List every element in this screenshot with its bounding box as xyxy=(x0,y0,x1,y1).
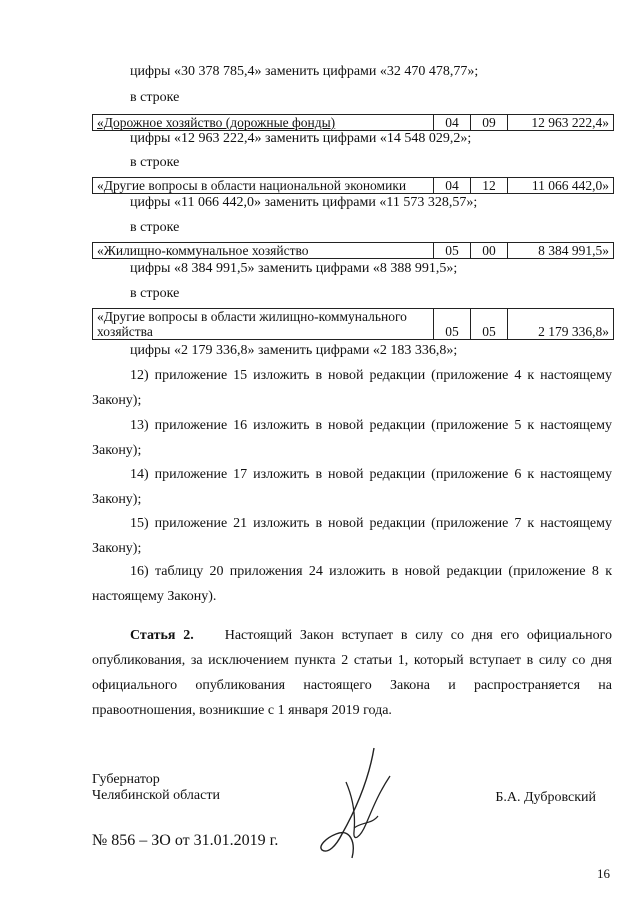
signatory-title-line: Губернатор xyxy=(92,772,160,787)
article-text: Настоящий Закон вступает в силу со дня его официального опубликования, за исключением пункта 2 статьи 1, который вступает в силу со дня официального опубликования настоящего Закона и распространяется на правоотношения, возникшие с 1 января 2019 года. xyxy=(92,628,612,718)
law-number: № 856 – ЗО от 31.01.2019 г. xyxy=(92,832,279,849)
table-row xyxy=(93,243,614,259)
budget-row-table xyxy=(92,114,614,131)
list-item: 14) приложение 17 изложить в новой редакции (приложение 6 к настоящему Закону); xyxy=(92,467,612,507)
article-paragraph xyxy=(92,623,612,723)
row-name: «Жилищно-коммунальное хозяйство xyxy=(93,243,434,259)
row-name: «Дорожное хозяйство (дорожные фонды) xyxy=(93,115,434,131)
budget-row-table xyxy=(92,242,614,259)
replacement-line: цифры «8 384 991,5» заменить цифрами «8 388 991,5»; xyxy=(130,261,458,276)
list-item: 15) приложение 21 изложить в новой редакции (приложение 7 к настоящему Закону); xyxy=(92,516,612,556)
page-number: 16 xyxy=(597,866,610,881)
row-amount: 12 963 222,4» xyxy=(508,115,614,131)
list-item: 16) таблицу 20 приложения 24 изложить в новой редакции (приложение 8 к настоящему Закону). xyxy=(92,564,612,604)
row-section: 05 xyxy=(434,309,471,340)
budget-row-table xyxy=(92,177,614,194)
table-row xyxy=(93,309,614,340)
row-amount: 2 179 336,8» xyxy=(508,309,614,340)
table-row xyxy=(93,115,614,131)
row-amount: 8 384 991,5» xyxy=(508,243,614,259)
table-row xyxy=(93,178,614,194)
article-label: Статья 2. xyxy=(130,628,194,643)
replacement-line: цифры «12 963 222,4» заменить цифрами «14 548 029,2»; xyxy=(130,131,472,146)
row-intro: в строке xyxy=(130,90,180,105)
list-item: 13) приложение 16 изложить в новой редакции (приложение 5 к настоящему Закону); xyxy=(92,418,612,458)
row-name-line: «Другие вопросы в области жилищно-коммунального xyxy=(97,309,407,324)
row-intro: в строке xyxy=(130,286,180,301)
row-subsection: 12 xyxy=(471,178,508,194)
row-amount: 11 066 442,0» xyxy=(508,178,614,194)
replacement-line: цифры «2 179 336,8» заменить цифрами «2 183 336,8»; xyxy=(130,343,458,358)
row-section: 04 xyxy=(434,178,471,194)
row-section: 04 xyxy=(434,115,471,131)
row-intro: в строке xyxy=(130,220,180,235)
row-name xyxy=(93,309,434,340)
signatory-name: Б.А. Дубровский xyxy=(495,790,596,805)
replacement-line: цифры «11 066 442,0» заменить цифрами «11 573 328,57»; xyxy=(130,195,478,210)
row-section: 05 xyxy=(434,243,471,259)
row-subsection: 05 xyxy=(471,309,508,340)
row-intro: в строке xyxy=(130,155,180,170)
row-name: «Другие вопросы в области национальной экономики xyxy=(93,178,434,194)
signatory-title xyxy=(92,772,220,804)
budget-row-table xyxy=(92,308,614,340)
row-subsection: 09 xyxy=(471,115,508,131)
replacement-line: цифры «30 378 785,4» заменить цифрами «32 470 478,77»; xyxy=(130,64,479,79)
row-subsection: 00 xyxy=(471,243,508,259)
row-name-line: хозяйства xyxy=(97,324,153,339)
signatory-title-line: Челябинской области xyxy=(92,788,220,803)
list-item: 12) приложение 15 изложить в новой редакции (приложение 4 к настоящему Закону); xyxy=(92,368,612,408)
handwritten-signature xyxy=(312,742,402,867)
